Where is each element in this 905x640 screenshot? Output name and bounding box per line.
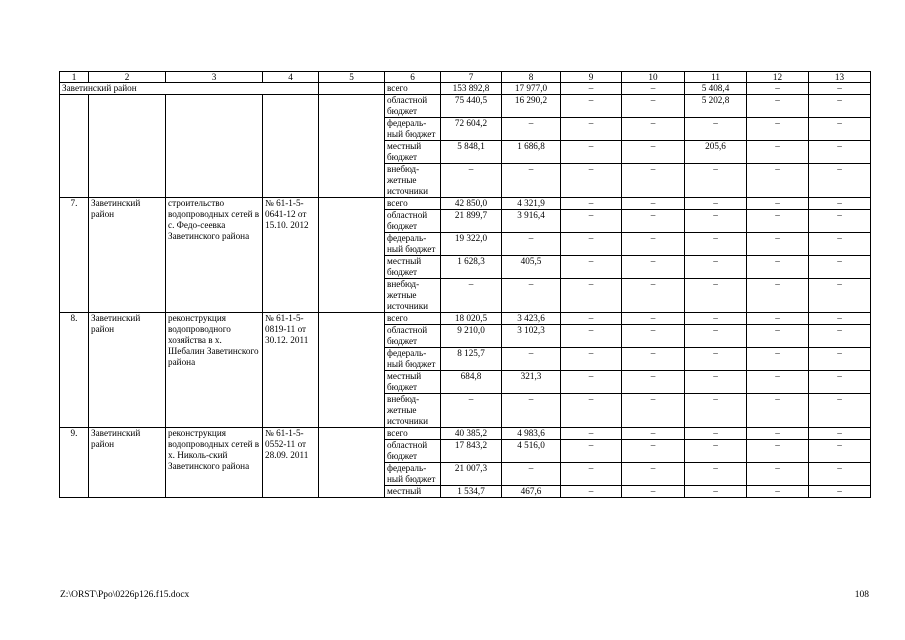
page-number: 108 <box>854 590 869 600</box>
value-cell: – <box>747 164 809 198</box>
value-cell: 19 322,0 <box>441 233 502 256</box>
column-number: 10 <box>622 72 685 83</box>
funding-source: внебюд-жетные источники <box>385 279 441 313</box>
empty-cell <box>60 95 89 198</box>
value-cell: 40 385,2 <box>441 428 502 440</box>
object-description: реконструкция водопроводных сетей в х. Николь-ский Заветинского района <box>166 428 263 498</box>
value-cell: – <box>622 279 685 313</box>
column-number: 5 <box>319 72 385 83</box>
column-number: 11 <box>685 72 747 83</box>
table-row <box>60 83 871 95</box>
funding-source: федераль-ный бюджет <box>385 233 441 256</box>
empty-cell <box>89 95 166 198</box>
funding-source: внебюд-жетные источники <box>385 164 441 198</box>
value-cell: 9 210,0 <box>441 325 502 348</box>
value-cell: – <box>561 256 622 279</box>
value-cell: – <box>809 394 871 428</box>
district-name: Заветинский район <box>89 313 166 428</box>
value-cell: – <box>561 164 622 198</box>
value-cell: – <box>622 95 685 118</box>
value-cell: 3 916,4 <box>502 210 561 233</box>
value-cell: – <box>561 141 622 164</box>
value-cell: – <box>561 428 622 440</box>
funding-source: местный бюджет <box>385 371 441 394</box>
value-cell: – <box>809 428 871 440</box>
value-cell: 4 321,9 <box>502 198 561 210</box>
table-row <box>60 428 871 440</box>
value-cell: 1 686,8 <box>502 141 561 164</box>
value-cell: – <box>685 325 747 348</box>
column-number: 3 <box>166 72 263 83</box>
value-cell: 205,6 <box>685 141 747 164</box>
value-cell: – <box>809 463 871 486</box>
value-cell: – <box>809 313 871 325</box>
value-cell: – <box>561 463 622 486</box>
value-cell: – <box>809 118 871 141</box>
empty-cell <box>319 95 385 198</box>
value-cell: 72 604,2 <box>441 118 502 141</box>
empty-cell <box>319 313 385 428</box>
value-cell: – <box>561 313 622 325</box>
value-cell: – <box>685 164 747 198</box>
value-cell: – <box>502 463 561 486</box>
funding-source: местный <box>385 486 441 498</box>
value-cell: – <box>502 348 561 371</box>
value-cell: 1 628,3 <box>441 256 502 279</box>
value-cell: – <box>747 394 809 428</box>
value-cell: – <box>622 256 685 279</box>
value-cell: 4 516,0 <box>502 440 561 463</box>
column-number: 13 <box>809 72 871 83</box>
value-cell: 5 202,8 <box>685 95 747 118</box>
value-cell: 5 408,4 <box>685 83 747 95</box>
funding-source: областной бюджет <box>385 210 441 233</box>
value-cell: 8 125,7 <box>441 348 502 371</box>
value-cell: – <box>747 233 809 256</box>
value-cell: – <box>561 325 622 348</box>
row-number: 9. <box>60 428 89 498</box>
district-name: Заветинский район <box>89 198 166 313</box>
funding-source: внебюд-жетные источники <box>385 394 441 428</box>
value-cell: – <box>809 371 871 394</box>
document-number: № 61-1-5-0819-11 от 30.12. 2011 <box>263 313 319 428</box>
value-cell: – <box>809 325 871 348</box>
value-cell: – <box>809 233 871 256</box>
value-cell: – <box>809 164 871 198</box>
value-cell: – <box>685 256 747 279</box>
funding-source: областной бюджет <box>385 325 441 348</box>
value-cell: – <box>622 394 685 428</box>
value-cell: 16 290,2 <box>502 95 561 118</box>
value-cell: – <box>809 141 871 164</box>
value-cell: – <box>502 164 561 198</box>
value-cell: 75 440,5 <box>441 95 502 118</box>
funding-source: федераль-ный бюджет <box>385 118 441 141</box>
value-cell: – <box>685 440 747 463</box>
value-cell: 5 848,1 <box>441 141 502 164</box>
value-cell: – <box>747 313 809 325</box>
value-cell: – <box>747 463 809 486</box>
value-cell: – <box>561 348 622 371</box>
value-cell: – <box>747 486 809 498</box>
value-cell: – <box>622 325 685 348</box>
value-cell: – <box>747 198 809 210</box>
value-cell: – <box>685 198 747 210</box>
value-cell: – <box>441 279 502 313</box>
value-cell: – <box>561 279 622 313</box>
value-cell: – <box>561 83 622 95</box>
funding-source: всего <box>385 83 441 95</box>
value-cell: – <box>622 371 685 394</box>
table-row <box>60 313 871 325</box>
value-cell: – <box>685 118 747 141</box>
value-cell: – <box>622 440 685 463</box>
value-cell: – <box>502 279 561 313</box>
column-number: 9 <box>561 72 622 83</box>
value-cell: 17 977,0 <box>502 83 561 95</box>
row-number: 8. <box>60 313 89 428</box>
value-cell: – <box>561 210 622 233</box>
value-cell: – <box>622 486 685 498</box>
value-cell: 42 850,0 <box>441 198 502 210</box>
value-cell: 3 102,3 <box>502 325 561 348</box>
value-cell: – <box>622 118 685 141</box>
value-cell: – <box>747 141 809 164</box>
value-cell: – <box>502 233 561 256</box>
district-total-label: Заветинский район <box>60 83 319 95</box>
funding-source: федераль-ный бюджет <box>385 348 441 371</box>
empty-cell <box>263 95 319 198</box>
funding-source: местный бюджет <box>385 256 441 279</box>
value-cell: 3 423,6 <box>502 313 561 325</box>
row-number: 7. <box>60 198 89 313</box>
value-cell: – <box>622 210 685 233</box>
value-cell: – <box>747 440 809 463</box>
value-cell: – <box>747 256 809 279</box>
value-cell: – <box>502 394 561 428</box>
value-cell: 1 534,7 <box>441 486 502 498</box>
value-cell: – <box>685 486 747 498</box>
object-description: реконструкция водопроводного хозяйства в х. Шебалин Заветинского района <box>166 313 263 428</box>
value-cell: 684,8 <box>441 371 502 394</box>
value-cell: 405,5 <box>502 256 561 279</box>
value-cell: – <box>685 233 747 256</box>
value-cell: – <box>561 440 622 463</box>
value-cell: – <box>502 118 561 141</box>
value-cell: – <box>622 83 685 95</box>
funding-source: федераль-ный бюджет <box>385 463 441 486</box>
value-cell: – <box>809 83 871 95</box>
value-cell: – <box>809 210 871 233</box>
value-cell: – <box>561 118 622 141</box>
value-cell: – <box>561 486 622 498</box>
value-cell: – <box>747 95 809 118</box>
column-number: 12 <box>747 72 809 83</box>
document-number: № 61-1-5-0641-12 от 15.10. 2012 <box>263 198 319 313</box>
table-row <box>60 198 871 210</box>
value-cell: – <box>747 118 809 141</box>
column-number: 8 <box>502 72 561 83</box>
empty-cell <box>166 95 263 198</box>
value-cell: – <box>441 164 502 198</box>
funding-source: областной бюджет <box>385 440 441 463</box>
value-cell: 18 020,5 <box>441 313 502 325</box>
value-cell: 21 899,7 <box>441 210 502 233</box>
table-row <box>60 95 871 118</box>
value-cell: – <box>809 198 871 210</box>
footer-file-path: Z:\ORST\Ppo\0226p126.f15.docx <box>60 590 190 600</box>
funding-source: местный бюджет <box>385 141 441 164</box>
district-name: Заветинский район <box>89 428 166 498</box>
value-cell: 467,6 <box>502 486 561 498</box>
value-cell: 17 843,2 <box>441 440 502 463</box>
value-cell: 321,3 <box>502 371 561 394</box>
value-cell: – <box>622 463 685 486</box>
value-cell: – <box>809 440 871 463</box>
value-cell: – <box>809 95 871 118</box>
value-cell: – <box>747 371 809 394</box>
value-cell: – <box>622 313 685 325</box>
value-cell: – <box>747 325 809 348</box>
value-cell: – <box>561 95 622 118</box>
value-cell: – <box>561 198 622 210</box>
value-cell: 153 892,8 <box>441 83 502 95</box>
funding-source: областной бюджет <box>385 95 441 118</box>
value-cell: – <box>622 428 685 440</box>
value-cell: – <box>747 428 809 440</box>
value-cell: – <box>685 428 747 440</box>
object-description: строительство водопроводных сетей в с. Федо-сеевка Заветинского района <box>166 198 263 313</box>
value-cell: – <box>622 164 685 198</box>
value-cell: – <box>685 394 747 428</box>
value-cell: – <box>622 198 685 210</box>
value-cell: – <box>747 83 809 95</box>
header-row <box>60 72 871 83</box>
funding-source: всего <box>385 313 441 325</box>
column-number: 4 <box>263 72 319 83</box>
document-number: № 61-1-5-0552-11 от 28.09. 2011 <box>263 428 319 498</box>
column-number: 6 <box>385 72 441 83</box>
value-cell: – <box>685 348 747 371</box>
value-cell: – <box>622 233 685 256</box>
value-cell: – <box>561 371 622 394</box>
value-cell: – <box>441 394 502 428</box>
value-cell: – <box>809 256 871 279</box>
value-cell: – <box>685 463 747 486</box>
value-cell: – <box>622 348 685 371</box>
value-cell: – <box>747 279 809 313</box>
value-cell: – <box>809 279 871 313</box>
empty-cell <box>319 428 385 498</box>
value-cell: – <box>809 486 871 498</box>
column-number: 1 <box>60 72 89 83</box>
value-cell: – <box>561 394 622 428</box>
column-number: 2 <box>89 72 166 83</box>
value-cell: – <box>809 348 871 371</box>
value-cell: – <box>685 279 747 313</box>
empty-cell <box>319 198 385 313</box>
value-cell: – <box>561 233 622 256</box>
column-number: 7 <box>441 72 502 83</box>
value-cell: – <box>622 141 685 164</box>
funding-source: всего <box>385 428 441 440</box>
value-cell: – <box>747 348 809 371</box>
value-cell: 21 007,3 <box>441 463 502 486</box>
funding-source: всего <box>385 198 441 210</box>
value-cell: – <box>747 210 809 233</box>
empty-cell <box>319 83 385 95</box>
budget-table <box>59 71 871 498</box>
value-cell: – <box>685 210 747 233</box>
value-cell: – <box>685 313 747 325</box>
value-cell: – <box>685 371 747 394</box>
value-cell: 4 983,6 <box>502 428 561 440</box>
